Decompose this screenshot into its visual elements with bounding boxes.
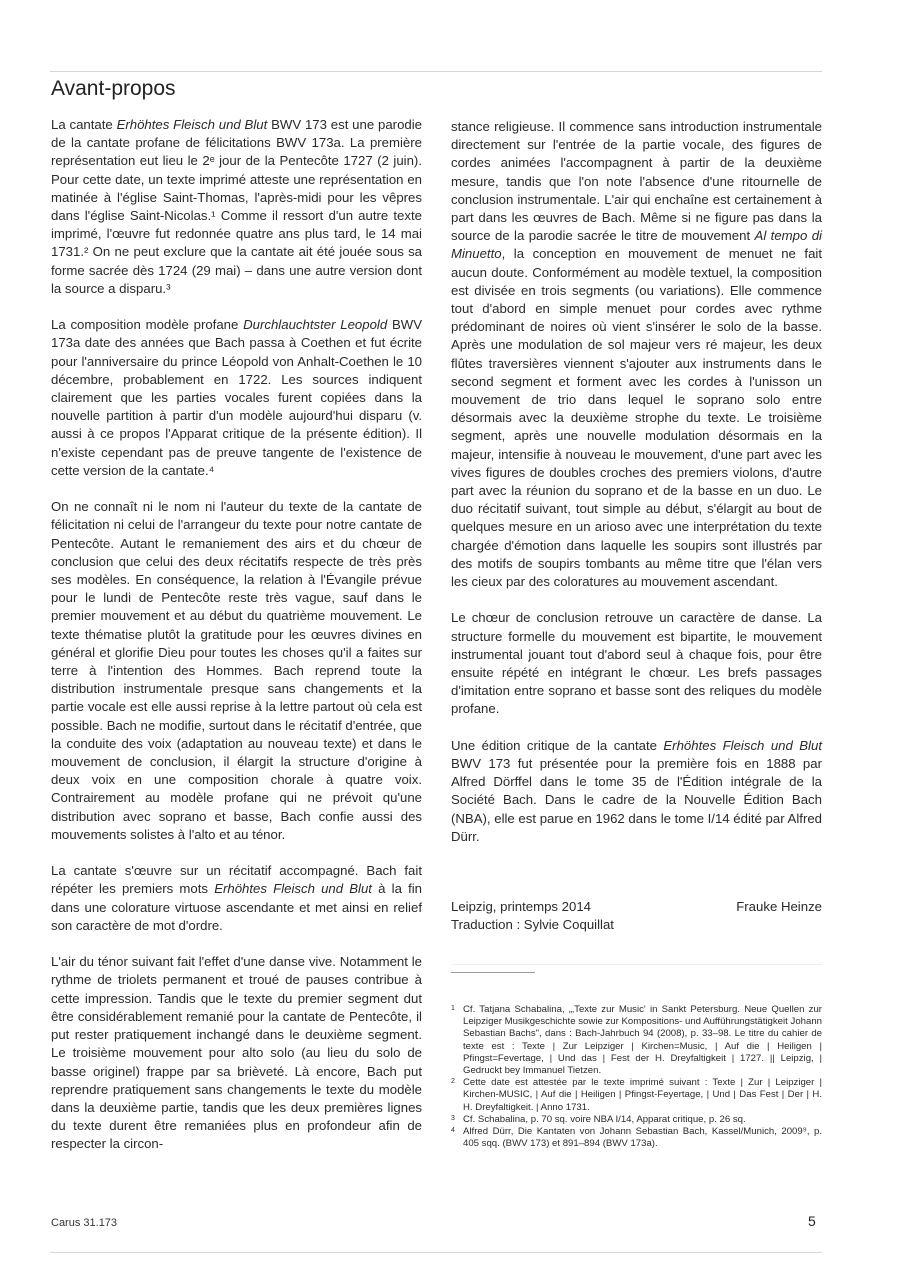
footnote-number: 4 (451, 1127, 455, 1135)
footnote-text: Alfred Dürr, Die Kantaten von Johann Sebastian Bach, Kassel/Munich, 2009⁹, p. 405 sqq. (BWV 173) et 891–894 (BWV 173a). (463, 1126, 822, 1150)
footnote-number: 2 (451, 1078, 455, 1086)
footnote (451, 1126, 822, 1150)
footnote-area-divider (451, 964, 822, 965)
footnote-text: Cette date est attestée par le texte imprimé suivant : Texte | Zur | Leipziger | Kirchen-MUSIC, | Auf die | Heiligen | Pfingst-Feyertage, | Und | Das Fest | Der | H. H. Dreyfaltigkeit. | Anno 1731. (463, 1077, 822, 1113)
signature-place-date: Leipzig, printemps 2014 (451, 899, 592, 914)
paragraph: stance religieuse. Il commence sans introduction instrumentale directement sur l'entrée de la partie vocale, des figures de cordes animées l'accompagnent à partir de la deuxième mesure, tandis que l'on note l'absence d'une ritournelle de conclusion instrumentale. L'air qui enchaîne est certainement à part dans les œuvres de Bach. Même si ne figure pas dans la source de la parodie sacrée le titre de mouvement Al tempo di Minuetto, la conception en mouvement de menuet ne fait aucun doute. Conformément au modèle textuel, la composition est divisée en trois segments (ou variations). Elle commence tout d'abord en simple menuet pour cordes avec rythme prédominant de noires où vient s'insérer le solo de la basse. Après une modulation de sol majeur vers ré majeur, les deux flûtes traversières viennent s'ajouter aux instruments dans le second segment et forment avec les cordes à l'unisson un mouvement de trio dans lequel le soprano solo entre désormais avec la deuxième strophe du texte. Le troisième segment, après une nouvelle modulation désormais en la majeur, intensifie à nouveau le mouvement, d'une part avec les vives figures de doubles croches des premiers violons, d'autre part avec la réunion du soprano et de la basse en un duo. Le duo récitatif suivant, tout simple au début, s'élargit au bout de quelques mesure en un arioso avec une interprétation du texte chargée d'émotion dans laquelle les soupirs sont illustrés par des motifs de soupirs tombants au même titre que l'élan vers les cieux par des coloratures au mouvement ascendant. (451, 119, 822, 590)
paragraph: L'air du ténor suivant fait l'effet d'une danse vive. Notamment le rythme de triolets permanent et troué de pauses contribue à cette impression. Tandis que le texte du premier segment dut être considérablement remanié pour la cantate de Pentecôte, il put rester pratiquement inchangé dans le deuxième segment. Le troisième mouvement pour alto solo (au lieu du solo de basse originel) frappe par sa brièveté. Là encore, Bach put reprendre pratiquement sans changements le texte du modèle dans la deuxième partie, tandis que les deux premières lignes du texte durent être remaniées plus en profondeur afin de respecter la circon- (51, 954, 422, 1152)
paragraph: Le chœur de conclusion retrouve un caractère de danse. La structure formelle du mouvement est bipartite, le mouvement instrumental jouant tout d'abord seul à chaque fois, pour être ensuite répété en intégrant le chœur. Les brefs passages d'imitation entre soprano et basse sont des reliques du modèle profane. (451, 610, 822, 717)
signature-block (451, 898, 822, 934)
footer-catalog-number: Carus 31.173 (51, 1217, 118, 1229)
right-column (451, 118, 822, 864)
top-rule (50, 71, 822, 72)
paragraph: La cantate s'œuvre sur un récitatif accompagné. Bach fait répéter les premiers mots Erhöhtes Fleisch und Blut à la fin dans une colorature virtuose ascendante et met ainsi en relief son caractère de mot d'ordre. (51, 863, 422, 933)
left-column (51, 116, 422, 1172)
paragraph: On ne connaît ni le nom ni l'auteur du texte de la cantate de félicitation ni celui de l'arrangeur du texte pour notre cantate de Pentecôte. Autant le remaniement des airs et du chœur de conclusion que celui des deux récitatifs respecte de très près ses modèles. En conséquence, la relation à l'Évangile prévue pour le lundi de Pentecôte reste très vague, sauf dans le premier mouvement et au début du quatrième mouvement. Le texte thématise plutôt la gratitude pour les œuvres divines en général et glorifie Dieu pour toutes les choses qu'il a faites sur terre à l'intention des Hommes. Bach reprend toute la distribution instrumentale presque sans changements et la partie vocale est elle aussi reprise à la lettre partout où cela est possible. Bach ne modifie, surtout dans le récitatif d'entrée, que la conduite des voix (adaptation au nouveau texte) et dans le mouvement de conclusion, il élargit la structure d'origine à deux voix en une composition chorale à quatre voix. Contrairement au modèle profane qui ne prévoit qu'une distribution avec soprano et basse, Bach confie aussi des mouvements solistes à l'alto et au ténor. (51, 499, 422, 842)
bottom-rule (50, 1252, 822, 1253)
footnote-number: 3 (451, 1114, 455, 1122)
page-title: Avant-propos (51, 77, 176, 100)
paragraph: La cantate Erhöhtes Fleisch und Blut BWV 173 est une parodie de la cantate profane de félicitations BWV 173a. La première représentation eut lieu le 2ᵉ jour de la Pentecôte 1727 (2 juin). Pour cette date, un texte imprimé atteste une représentation en matinée à l'église Saint-Thomas, l'après-midi pour les vêpres dans l'église Saint-Nicolas.¹ Comme il ressort d'un autre texte imprimé, l'œuvre fut redonnée quatre ans plus tard, le 14 mai 1731.² On ne peut exclure que la cantate ait été jouée sous sa forme sacrée dès 1724 (29 mai) – dans une autre version dont la source a disparu.³ (51, 117, 422, 296)
footnotes (451, 1004, 822, 1150)
footnote-rule (451, 972, 535, 973)
footnote (451, 1004, 822, 1077)
footnote-text: Cf. Tatjana Schabalina, „‚Texte zur Music' in Sankt Petersburg. Neue Quellen zur Leipziger Musikgeschichte sowie zur Kompositions- und Aufführungstätigkeit Johann Sebastian Bachs", dans : Bach-Jahrbuch 94 (2008), p. 33–98. Le titre du cahier de texte est : Texte | Zur Leipziger | Kirchen=Music, | Auf die | Heiligen | Pfingst=Fevertage, | Und das | Fest der H. Dreyfaltigkeit | 1727. || Leipzig, | Gedruckt bey Immanuel Tietzen. (463, 1004, 822, 1077)
footnote-number: 1 (451, 1005, 455, 1012)
signature-author: Frauke Heinze (736, 899, 822, 914)
footnote (451, 1114, 822, 1126)
paragraph: La composition modèle profane Durchlauchtster Leopold BWV 173a date des années que Bach passa à Coethen et fut écrite pour l'anniversaire du prince Léopold von Anhalt-Coethen le 10 décembre, probablement en 1722. Les sources indiquent clairement que les parties vocales furent copiées dans la nouvelle partition à partir d'un modèle aujourd'hui disparu (v. aussi à ce propos l'Apparat critique de la présente édition). Il n'existe cependant pas de preuve tangente de l'existence de cette version de la cantate.⁴ (51, 317, 423, 478)
signature-translation: Traduction : Sylvie Coquillat (451, 917, 614, 933)
footnote-text: Cf. Schabalina, p. 70 sq. voire NBA I/14, Apparat critique, p. 26 sq. (463, 1113, 746, 1125)
paragraph: Une édition critique de la cantate Erhöhtes Fleisch und Blut BWV 173 fut présentée pour la première fois en 1888 par Alfred Dörffel dans le tome 35 de l'Édition intégrale de la Société Bach. Dans le cadre de la Nouvelle Édition Bach (NBA), elle est parue en 1962 dans le tome I/14 édité par Alfred Dürr. (451, 737, 822, 844)
page-number: 5 (808, 1213, 816, 1229)
footnote (451, 1077, 822, 1114)
